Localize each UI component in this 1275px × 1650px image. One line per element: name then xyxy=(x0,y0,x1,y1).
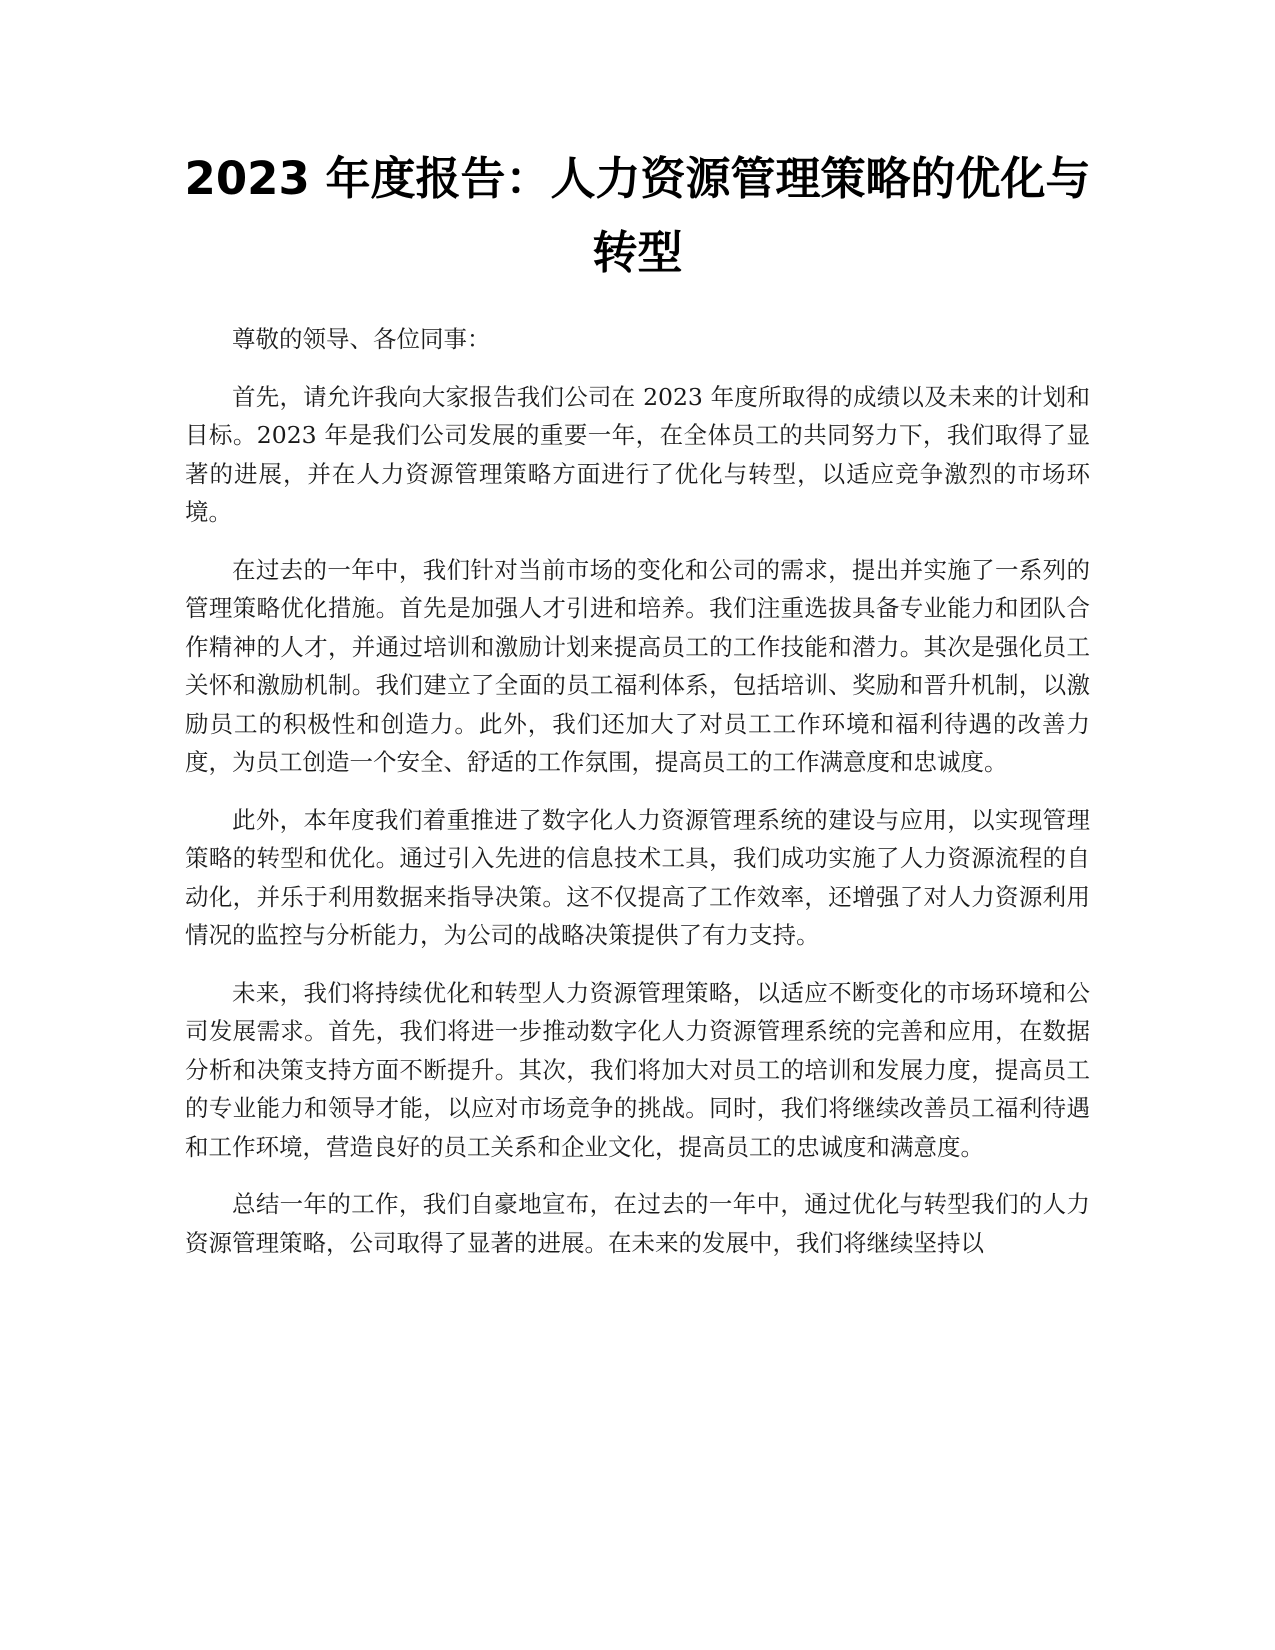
paragraph-2: 在过去的一年中，我们针对当前市场的变化和公司的需求，提出并实施了一系列的管理策略优化措施。首先是加强人才引进和培养。我们注重选拔具备专业能力和团队合作精神的人才，并通过培训和激励计划来提高员工的工作技能和潜力。其次是强化员工关怀和激励机制。我们建立了全面的员工福利体系，包括培训、奖励和晋升机制，以激励员工的积极性和创造力。此外，我们还加大了对员工工作环境和福利待遇的改善力度，为员工创造一个安全、舒适的工作氛围，提高员工的工作满意度和忠诚度。 xyxy=(185,555,1090,776)
document-body xyxy=(185,320,1090,1281)
salutation: 尊敬的领导、各位同事： xyxy=(232,325,491,353)
paragraph-4: 未来，我们将持续优化和转型人力资源管理策略，以适应不断变化的市场环境和公司发展需求。首先，我们将进一步推动数字化人力资源管理系统的完善和应用，在数据分析和决策支持方面不断提升。其次，我们将加大对员工的培训和发展力度，提高员工的专业能力和领导才能，以应对市场竞争的挑战。同时，我们将继续改善员工福利待遇和工作环境，营造良好的员工关系和企业文化，提高员工的忠诚度和满意度。 xyxy=(185,978,1090,1161)
paragraph-3: 此外，本年度我们着重推进了数字化人力资源管理系统的建设与应用，以实现管理策略的转型和优化。通过引入先进的信息技术工具，我们成功实施了人力资源流程的自动化，并乐于利用数据来指导决策。这不仅提高了工作效率，还增强了对人力资源利用情况的监控与分析能力，为公司的战略决策提供了有力支持。 xyxy=(185,805,1090,949)
document-title: 2023 年度报告：人力资源管理策略的优化与转型 xyxy=(184,152,1091,279)
paragraph-5: 总结一年的工作，我们自豪地宣布，在过去的一年中，通过优化与转型我们的人力资源管理策略，公司取得了显著的进展。在未来的发展中，我们将继续坚持以 xyxy=(185,1190,1090,1257)
paragraph-1: 首先，请允许我向大家报告我们公司在 2023 年度所取得的成绩以及未来的计划和目标。2023 年是我们公司发展的重要一年，在全体员工的共同努力下，我们取得了显著的进展，并在人力资源管理策略方面进行了优化与转型，以适应竞争激烈的市场环境。 xyxy=(185,382,1090,526)
